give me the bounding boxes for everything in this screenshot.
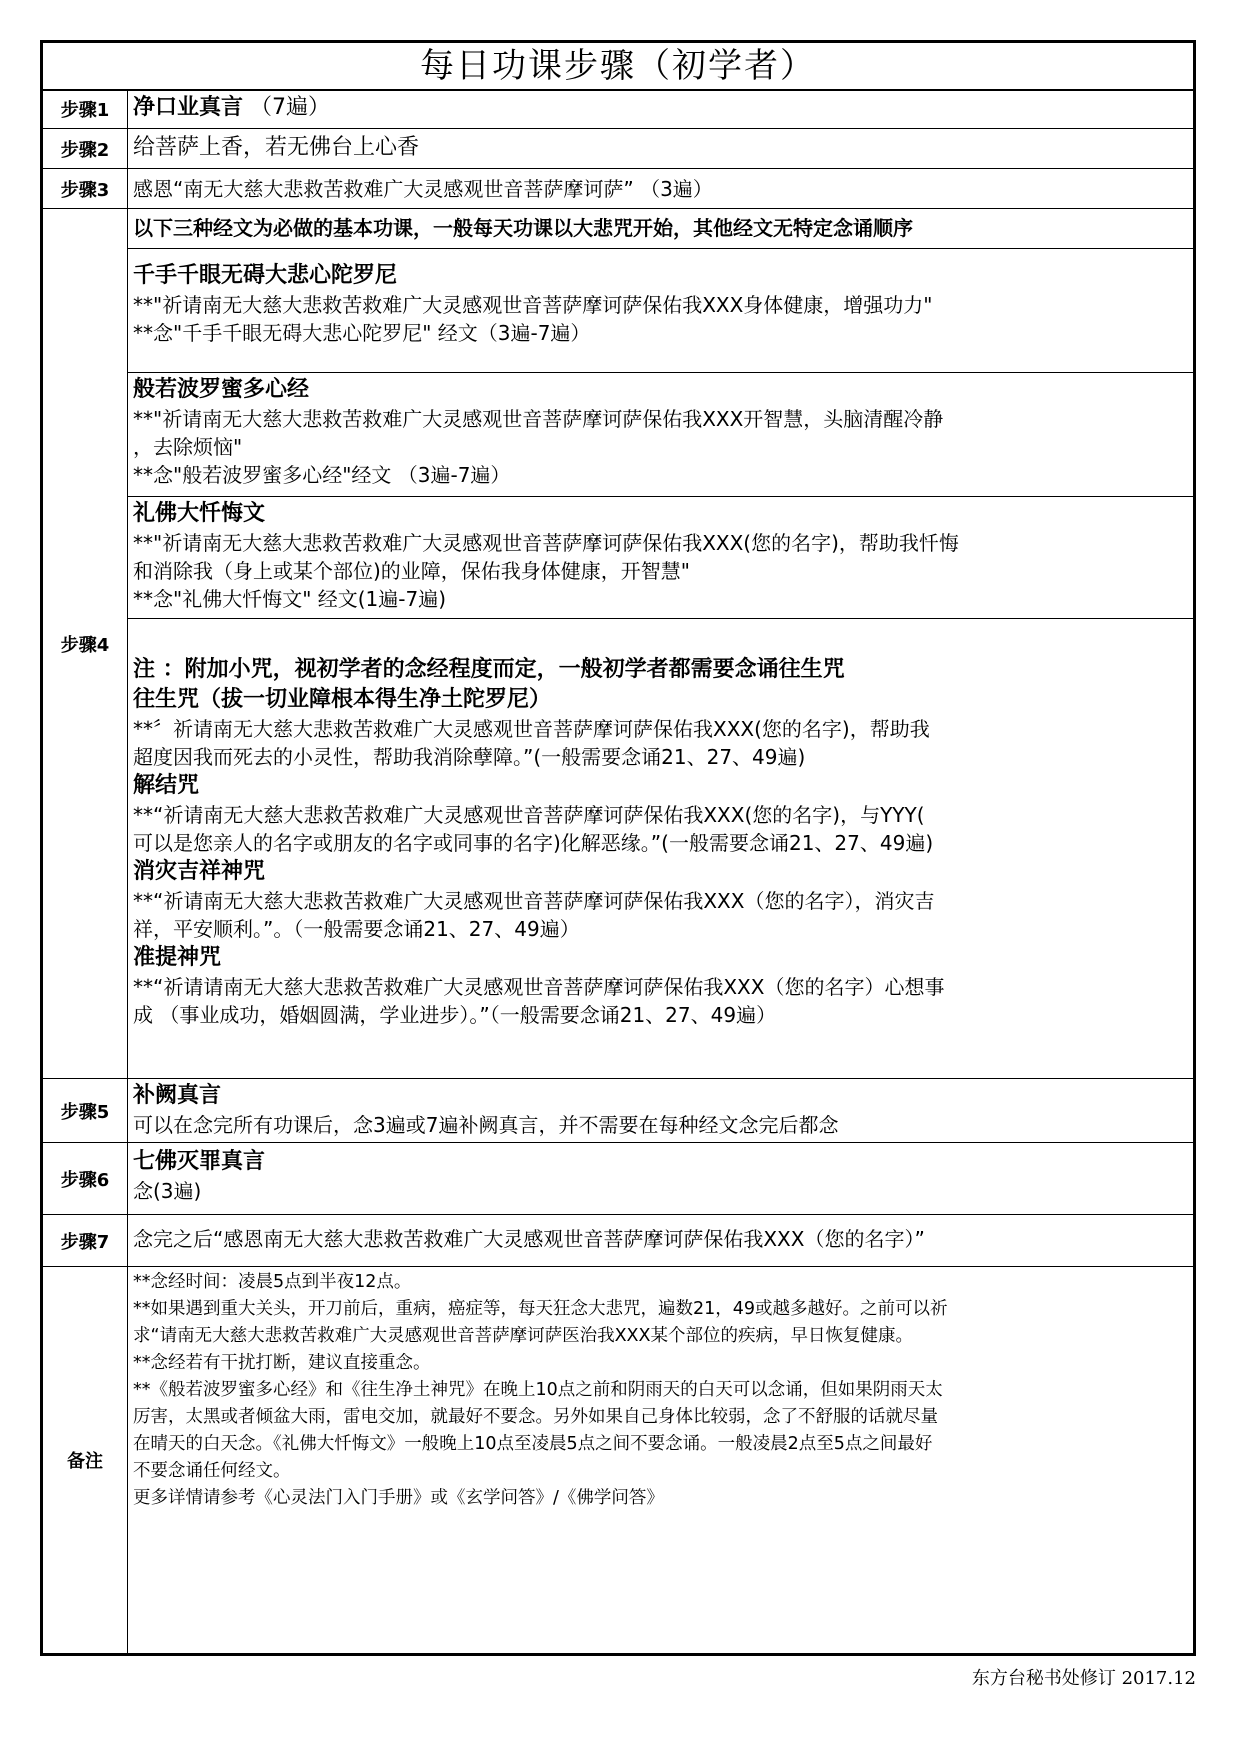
extra-note: 注 ：附加小咒，视初学者的念经程度而定，一般初学者都需要念诵往生咒 bbox=[133, 657, 845, 682]
step-2-row bbox=[43, 129, 1193, 169]
step-7-row bbox=[43, 1215, 1193, 1267]
remarks-line-4: **念经若有干扰打断，建议直接重念。 bbox=[133, 1353, 431, 1373]
step-5-text: 可以在念完所有功课后，念3遍或7遍补阙真言，并不需要在每种经文念完后都念 bbox=[133, 1113, 839, 1137]
step-3-row bbox=[43, 169, 1193, 209]
remarks-line-9: 更多详情请参考《心灵法门入门手册》或《玄学问答》/《佛学问答》 bbox=[133, 1488, 664, 1508]
wangsheng-line-2: 超度因我而死去的小灵性，帮助我消除孽障。”(一般需要念诵21、27、49遍) bbox=[133, 745, 806, 769]
dabei-line-2: **念"千手千眼无碍大悲心陀罗尼" 经文（3遍-7遍） bbox=[133, 321, 591, 345]
xiaozai-line-1: **“祈请南无大慈大悲救苦救难广大灵感观世音菩萨摩诃萨保佑我XXX（您的名字），消灾吉 bbox=[133, 889, 935, 913]
remarks-line-8: 不要念诵任何经文。 bbox=[133, 1461, 291, 1481]
remarks-label: 备注 bbox=[43, 1267, 128, 1653]
step-4-row bbox=[43, 209, 1193, 1079]
step-1-name: 净口业真言 bbox=[133, 95, 244, 120]
chanhui-title: 礼佛大忏悔文 bbox=[133, 501, 266, 526]
zhunti-line-1: **“祈请请南无大慈大悲救苦救难广大灵感观世音菩萨摩诃萨保佑我XXX（您的名字）心想事 bbox=[133, 975, 945, 999]
chanhui-line-3: **念"礼佛大忏悔文" 经文(1遍-7遍) bbox=[133, 587, 447, 611]
step-7-label: 步骤7 bbox=[43, 1215, 128, 1266]
dabei-line-1: **"祈请南无大慈大悲救苦救难广大灵感观世音菩萨摩诃萨保佑我XXX身体健康，增强功力" bbox=[133, 293, 933, 317]
step-5-content bbox=[128, 1079, 1193, 1142]
step-6-text: 念(3遍) bbox=[133, 1179, 202, 1203]
remarks-line-3: 求“请南无大慈大悲救苦救难广大灵感观世音菩萨摩诃萨医治我XXX某个部位的疾病，早日恢复健康。 bbox=[133, 1326, 914, 1346]
procedure-table bbox=[40, 40, 1196, 1656]
wangsheng-title: 往生咒（拔一切业障根本得生净土陀罗尼） bbox=[133, 687, 552, 712]
step-4-intro: 以下三种经文为必做的基本功课，一般每天功课以大悲咒开始，其他经文无特定念诵顺序 bbox=[128, 209, 1193, 249]
step-1-row bbox=[43, 89, 1193, 129]
chanhui-line-2: 和消除我（身上或某个部位)的业障，保佑我身体健康，开智慧" bbox=[133, 559, 691, 583]
xinjing-line-3: **念"般若波罗蜜多心经"经文 （3遍-7遍） bbox=[133, 463, 511, 487]
remarks-line-2: **如果遇到重大关头，开刀前后，重病，癌症等，每天狂念大悲咒，遍数21，49或越多越好。之前可以祈 bbox=[133, 1299, 948, 1319]
step-5-row bbox=[43, 1079, 1193, 1143]
step-3-text: 感恩“南无大慈大悲救苦救难广大灵感观世音菩萨摩诃萨” （3遍） bbox=[133, 177, 713, 201]
wangsheng-line-1: **〞祈请南无大慈大悲救苦救难广大灵感观世音菩萨摩诃萨保佑我XXX(您的名字)，帮助我 bbox=[133, 717, 930, 741]
jiejie-title: 解结咒 bbox=[133, 773, 200, 798]
step-4-label: 步骤4 bbox=[43, 209, 128, 1078]
xinjing-section bbox=[128, 373, 1193, 497]
page-title: 每日功课步骤（初学者） bbox=[43, 43, 1193, 91]
step-6-content bbox=[128, 1143, 1193, 1214]
xinjing-title: 般若波罗蜜多心经 bbox=[133, 377, 310, 402]
dabei-section bbox=[128, 249, 1193, 373]
step-2-label: 步骤2 bbox=[43, 129, 128, 168]
xinjing-line-2: ，去除烦恼" bbox=[133, 435, 243, 459]
xinjing-line-1: **"祈请南无大慈大悲救苦救难广大灵感观世音菩萨摩诃萨保佑我XXX开智慧，头脑清醒冷静 bbox=[133, 407, 944, 431]
remarks-content bbox=[128, 1267, 1193, 1653]
chanhui-section bbox=[128, 497, 1193, 619]
zhunti-title: 准提神咒 bbox=[133, 945, 222, 970]
remarks-line-1: **念经时间：凌晨5点到半夜12点。 bbox=[133, 1272, 412, 1292]
step-3-label: 步骤3 bbox=[43, 169, 128, 208]
xiaozai-title: 消灾吉祥神咒 bbox=[133, 859, 266, 884]
chanhui-line-1: **"祈请南无大慈大悲救苦救难广大灵感观世音菩萨摩诃萨保佑我XXX(您的名字)，帮助我忏悔 bbox=[133, 531, 959, 555]
step-7-text: 念完之后“感恩南无大慈大悲救苦救难广大灵感观世音菩萨摩诃萨保佑我XXX（您的名字）” bbox=[133, 1227, 925, 1251]
step-6-label: 步骤6 bbox=[43, 1143, 128, 1214]
step-6-title: 七佛灭罪真言 bbox=[133, 1149, 266, 1174]
extra-mantras-section bbox=[128, 619, 1193, 1079]
step-1-count: （7遍） bbox=[243, 95, 331, 120]
step-1-label: 步骤1 bbox=[43, 89, 128, 128]
remarks-line-7: 在晴天的白天念。《礼佛大忏悔文》一般晚上10点至凌晨5点之间不要念诵。一般凌晨2点至5点之间最好 bbox=[133, 1434, 933, 1454]
step-1-content bbox=[128, 89, 1193, 128]
step-5-title: 补阙真言 bbox=[133, 1083, 222, 1108]
step-4-content bbox=[128, 209, 1193, 1078]
revision-footer: 东方台秘书处修订 2017.12 bbox=[971, 1668, 1196, 1689]
remarks-line-5: **《般若波罗蜜多心经》和《往生净土神咒》在晚上10点之前和阴雨天的白天可以念诵，但如果阴雨天太 bbox=[133, 1380, 943, 1400]
step-6-row bbox=[43, 1143, 1193, 1215]
dabei-title: 千手千眼无碍大悲心陀罗尼 bbox=[133, 263, 398, 288]
xiaozai-line-2: 祥，平安顺利。”。（一般需要念诵21、27、49遍） bbox=[133, 917, 580, 941]
zhunti-line-2: 成 （事业成功，婚姻圆满，学业进步）。”（一般需要念诵21、27、49遍） bbox=[133, 1003, 777, 1027]
step-2-text: 给菩萨上香，若无佛台上心香 bbox=[133, 135, 420, 160]
jiejie-line-1: **“祈请南无大慈大悲救苦救难广大灵感观世音菩萨摩诃萨保佑我XXX(您的名字)，与YYY( bbox=[133, 803, 925, 827]
jiejie-line-2: 可以是您亲人的名字或朋友的名字或同事的名字)化解恶缘。”(一般需要念诵21、27、49遍) bbox=[133, 831, 934, 855]
step-5-label: 步骤5 bbox=[43, 1079, 128, 1142]
remarks-row bbox=[43, 1267, 1193, 1653]
remarks-line-6: 厉害，太黑或者倾盆大雨，雷电交加，就最好不要念。另外如果自己身体比较弱，念了不舒服的话就尽量 bbox=[133, 1407, 938, 1427]
